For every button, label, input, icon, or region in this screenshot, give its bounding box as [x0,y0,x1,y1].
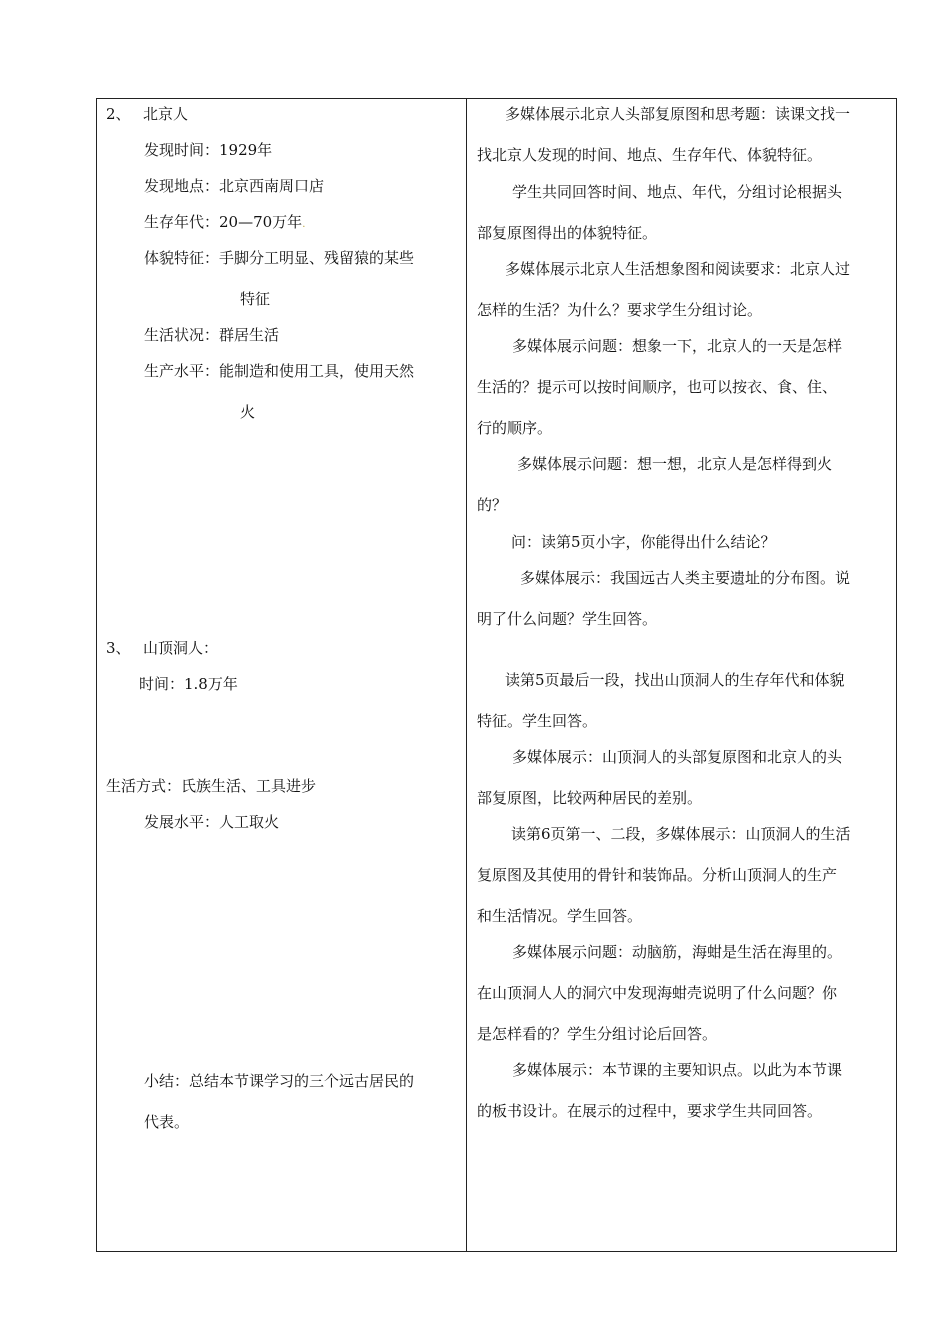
r-p11-line3: 是怎样看的？学生分组讨论后回答。 [477,1025,718,1043]
r-p12-line1: 多媒体展示：本节课的主要知识点。以此为本节课 [512,1061,843,1079]
r-p4-line3: 行的顺序。 [477,419,553,437]
r-p1-line1: 多媒体展示北京人头部复原图和思考题：读课文找一 [505,105,851,123]
summary-line1: 小结：总结本节课学习的三个远古居民的 [144,1072,415,1090]
r-p7-line2: 明了什么问题？学生回答。 [477,610,658,628]
s2-production-line2: 火 [240,403,256,421]
r-p3-line2: 怎样的生活？为什么？要求学生分组讨论。 [477,301,763,319]
r-p10-line1: 读第6页第一、二段，多媒体展示：山顶洞人的生活 [511,825,851,843]
s3-time: 时间：1.8万年 [139,675,238,693]
r-p8-line2: 特征。学生回答。 [477,712,598,730]
r-p8-line1: 读第5页最后一段，找出山顶洞人的生存年代和体貌 [505,671,845,689]
s2-body-line2: 特征 [240,290,271,308]
r-p9-line2: 部复原图，比较两种居民的差别。 [477,789,703,807]
section-2-number: 2、 [106,105,131,123]
summary-line2: 代表。 [144,1113,190,1131]
r-p5-line2: 的？ [477,496,508,514]
r-p11-line1: 多媒体展示问题：动脑筋，海蚶是生活在海里的。 [512,943,843,961]
s2-discovery-place: 发现地点：北京西南周口店 [144,177,325,195]
s2-discovery-time: 发现时间：1929年 [144,141,273,159]
section-3-title: 山顶洞人： [143,639,219,657]
s2-life: 生活状况：群居生活 [144,326,280,344]
r-p6: 问：读第5页小字，你能得出什么结论？ [511,533,776,551]
r-p3-line1: 多媒体展示北京人生活想象图和阅读要求：北京人过 [505,260,851,278]
s2-age-text: 生存年代：20—70万年 [144,213,303,231]
r-p11-line2: 在山顶洞人人的洞穴中发现海蚶壳说明了什么问题？你 [477,984,838,1002]
r-p4-line1: 多媒体展示问题：想象一下，北京人的一天是怎样 [512,337,843,355]
r-p12-line2: 的板书设计。在展示的过程中，要求学生共同回答。 [477,1102,823,1120]
section-3-number: 3、 [106,639,131,657]
r-p4-line2: 生活的？提示可以按时间顺序，也可以按衣、食、住、 [477,378,838,396]
s3-development: 发展水平：人工取火 [144,813,280,831]
r-p2-line1: 学生共同回答时间、地点、年代，分组讨论根据头 [512,183,843,201]
r-p10-line2: 复原图及其使用的骨针和装饰品。分析山顶洞人的生产 [477,866,838,884]
s2-body-line1: 体貌特征：手脚分工明显、残留猿的某些 [144,249,415,267]
section-2-title: 北京人 [143,105,189,123]
column-divider [466,98,467,1252]
r-p10-line3: 和生活情况。学生回答。 [477,907,643,925]
s2-age-mark: . [302,219,306,230]
s2-age [144,212,305,235]
r-p9-line1: 多媒体展示：山顶洞人的头部复原图和北京人的头 [512,748,843,766]
r-p1-line2: 找北京人发现的时间、地点、生存年代、体貌特征。 [477,146,823,164]
s3-lifestyle: 生活方式：氏族生活、工具进步 [106,777,317,795]
r-p7-line1: 多媒体展示：我国远古人类主要遗址的分布图。说 [520,569,851,587]
r-p2-line2: 部复原图得出的体貌特征。 [477,224,658,242]
r-p5-line1: 多媒体展示问题：想一想，北京人是怎样得到火 [517,455,833,473]
s2-production-line1: 生产水平：能制造和使用工具，使用天然 [144,362,415,380]
